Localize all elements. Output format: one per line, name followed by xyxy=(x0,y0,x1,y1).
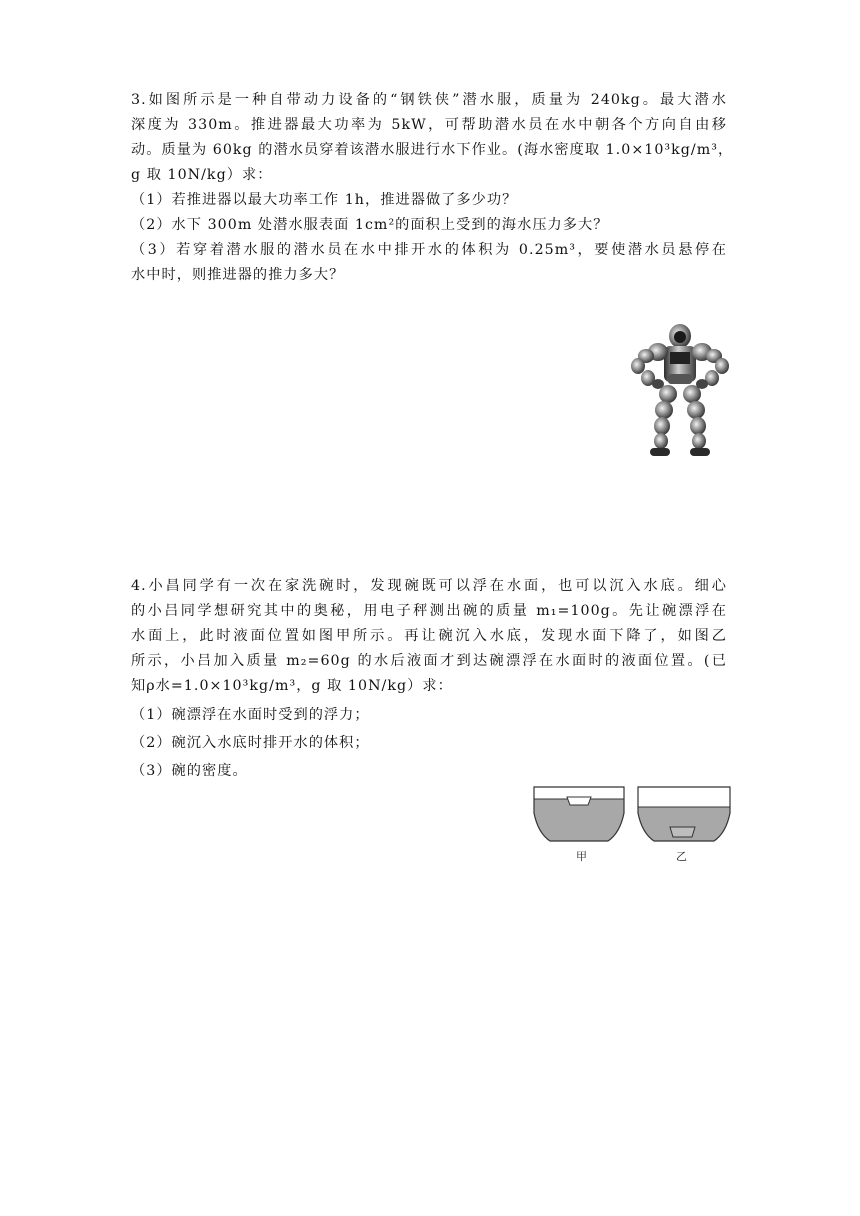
q4-line-4: 所示，小吕加入质量 m₂=60g 的水后液面才到达碗漂浮在水面时的液面位置。(已 xyxy=(131,653,727,669)
q3-subquestion-1: （1）若推进器以最大功率工作 1h，推进器做了多少功？ xyxy=(131,192,518,208)
q3-line-1: 3.如图所示是一种自带动力设备的“钢铁侠”潜水服，质量为 240kg。最大潜水 xyxy=(131,92,727,108)
q4-line-3: 水面上，此时液面位置如图甲所示。再让碗沉入水底，发现水面下降了，如图乙 xyxy=(131,628,727,644)
caption-jia: 甲 xyxy=(576,850,587,863)
q4-subquestion-1: （1）碗漂浮在水面时受到的浮力； xyxy=(131,707,370,723)
container-jia xyxy=(534,787,624,841)
q3-subquestion-3: （3）若穿着潜水服的潜水员在水中排开水的体积为 0.25m³，要使潜水员悬停在 xyxy=(131,242,727,258)
q4-line-2: 的小吕同学想研究其中的奥秘，用电子秤测出碗的质量 m₁=100g。先让碗漂浮在 xyxy=(131,603,727,619)
container-yi xyxy=(638,787,730,841)
q4-subquestion-2: （2）碗沉入水底时排开水的体积； xyxy=(131,735,370,751)
q4-subquestion-3: （3）碗的密度。 xyxy=(131,763,248,779)
q4-line-1: 4.小昌同学有一次在家洗碗时，发现碗既可以浮在水面，也可以沉入水底。细心 xyxy=(131,578,727,594)
caption-yi: 乙 xyxy=(676,850,687,863)
q3-line-4: g 取 10N/kg）求： xyxy=(131,167,273,183)
q3-subquestion-2: （2）水下 300m 处潜水服表面 1cm²的面积上受到的海水压力多大？ xyxy=(131,217,609,233)
diving-suit-figure xyxy=(628,322,732,460)
q3-line-2: 深度为 330m。推进器最大功率为 5kW，可帮助潜水员在水中朝各个方向自由移 xyxy=(131,117,727,133)
bowl-diagram xyxy=(532,785,732,845)
q3-subquestion-3-cont: 水中时，则推进器的推力多大？ xyxy=(131,267,345,283)
q3-line-3: 动。质量为 60kg 的潜水员穿着该潜水服进行水下作业。(海水密度取 1.0×10³kg/m³， xyxy=(131,142,734,158)
q4-line-5: 知ρ水=1.0×10³kg/m³，g 取 10N/kg）求： xyxy=(131,678,453,694)
